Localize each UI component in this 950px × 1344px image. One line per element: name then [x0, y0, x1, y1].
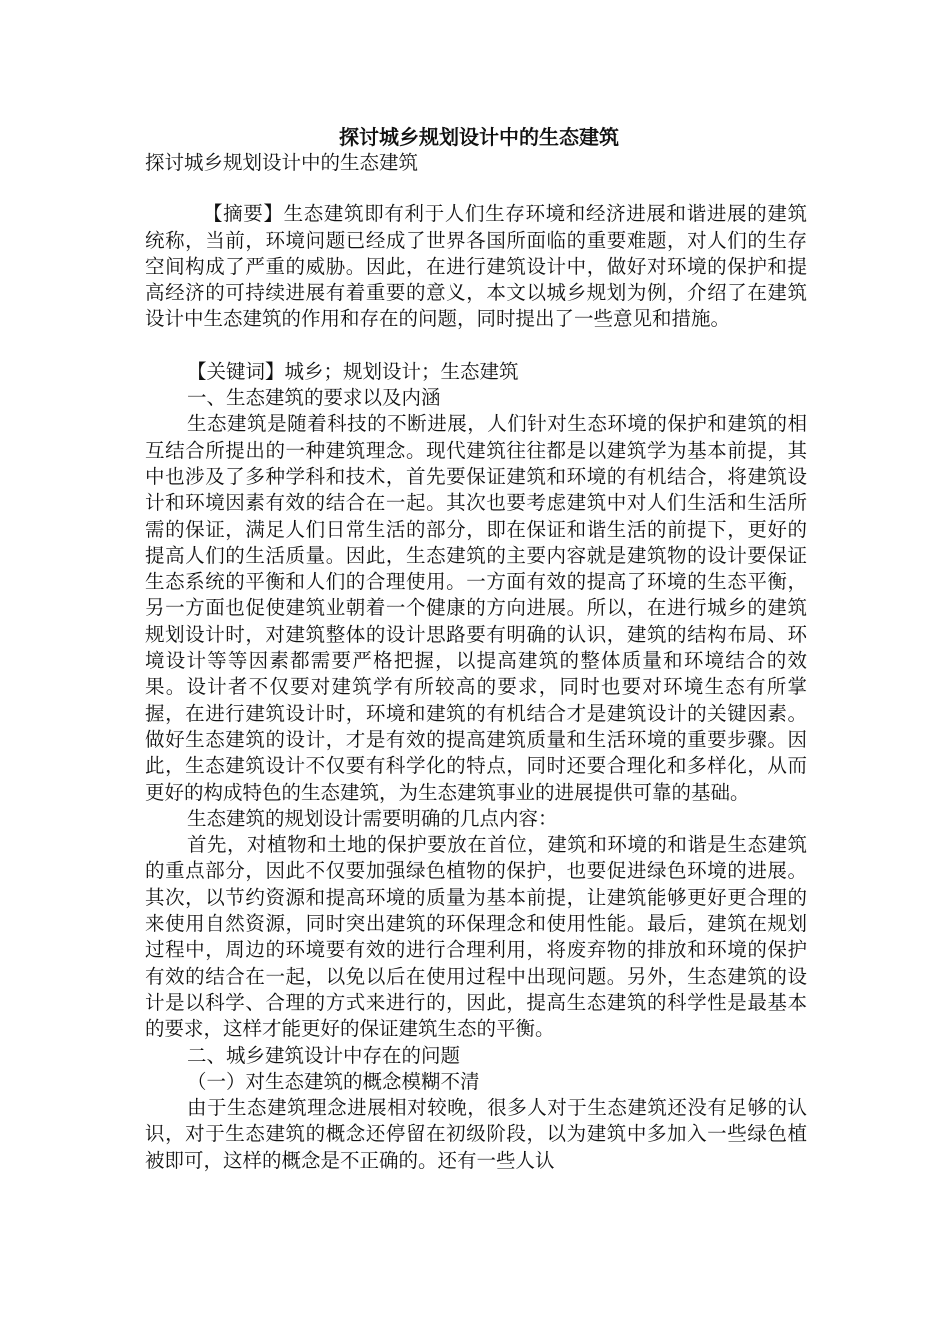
section-2-heading: 二、城乡建筑设计中存在的问题 [187, 1043, 461, 1067]
section-2-subheading-1: （一）对生态建筑的概念模糊不清 [187, 1069, 480, 1093]
document-body [145, 124, 807, 1174]
abstract-paragraph: 【摘要】生态建筑即有利于人们生存环境和经济进展和谐进展的建筑统称，当前，环境问题已经成了世界各国所面临的重要难题，对人们的生存空间构成了严重的威胁。因此，在进行建筑设计中，做好对环境的保护和提高经济的可持续进展有着重要的意义，本文以城乡规划为例，介绍了在建筑设计中生态建筑的作用和存在的问题，同时提出了一些意见和措施。 [145, 202, 807, 331]
section-1-paragraph-3: 首先，对植物和土地的保护要放在首位，建筑和环境的和谐是生态建筑的重点部分，因此不仅要加强绿色植物的保护，也要促进绿色环境的进展。其次，以节约资源和提高环境的质量为基本前提，让建筑能够更好更合理的来使用自然资源，同时突出建筑的环保理念和使用性能。最后，建筑在规划过程中，周边的环境要有效的进行合理利用，将废弃物的排放和环境的保护有效的结合在一起，以免以后在使用过程中出现问题。另外，生态建筑的设计是以科学、合理的方式来进行的，因此，提高生态建筑的科学性是最基本的要求，这样才能更好的保证建筑生态的平衡。 [145, 833, 807, 1041]
section-1-heading: 一、生态建筑的要求以及内涵 [187, 386, 441, 410]
section-2-paragraph-1: 由于生态建筑理念进展相对较晚，很多人对于生态建筑还没有足够的认识，对于生态建筑的概念还停留在初级阶段，以为建筑中多加入一些绿色植被即可，这样的概念是不正确的。还有一些人认 [145, 1096, 807, 1172]
keywords-line: 【关键词】城乡；规划设计；生态建筑 [187, 359, 519, 383]
section-1-paragraph-2: 生态建筑的规划设计需要明确的几点内容： [187, 806, 558, 830]
document-title: 探讨城乡规划设计中的生态建筑 [339, 125, 619, 149]
section-1-paragraph-1: 生态建筑是随着科技的不断进展，人们针对生态环境的保护和建筑的相互结合所提出的一种建筑理念。现代建筑往往都是以建筑学为基本前提，其中也涉及了多种学科和技术，首先要保证建筑和环境的有机结合，将建筑设计和环境因素有效的结合在一起。其次也要考虑建筑中对人们生活和生活所需的保证，满足人们日常生活的部分，即在保证和谐生活的前提下，更好的提高人们的生活质量。因此，生态建筑的主要内容就是建筑物的设计要保证生态系统的平衡和人们的合理使用。一方面有效的提高了环境的生态平衡，另一方面也促使建筑业朝着一个健康的方向进展。所以，在进行城乡的建筑规划设计时，对建筑整体的设计思路要有明确的认识，建筑的结构布局、环境设计等等因素都需要严格把握，以提高建筑的整体质量和环境结合的效果。设计者不仅要对建筑学有所较高的要求，同时也要对环境生态有所掌握，在进行建筑设计时，环境和建筑的有机结合才是建筑设计的关键因素。做好生态建筑的设计，才是有效的提高建筑质量和生活环境的重要步骤。因此，生态建筑设计不仅要有科学化的特点，同时还要合理化和多样化，从而更好的构成特色的生态建筑，为生态建筑事业的进展提供可靠的基础。 [145, 412, 807, 804]
document-subtitle: 探讨城乡规划设计中的生态建筑 [145, 151, 419, 174]
